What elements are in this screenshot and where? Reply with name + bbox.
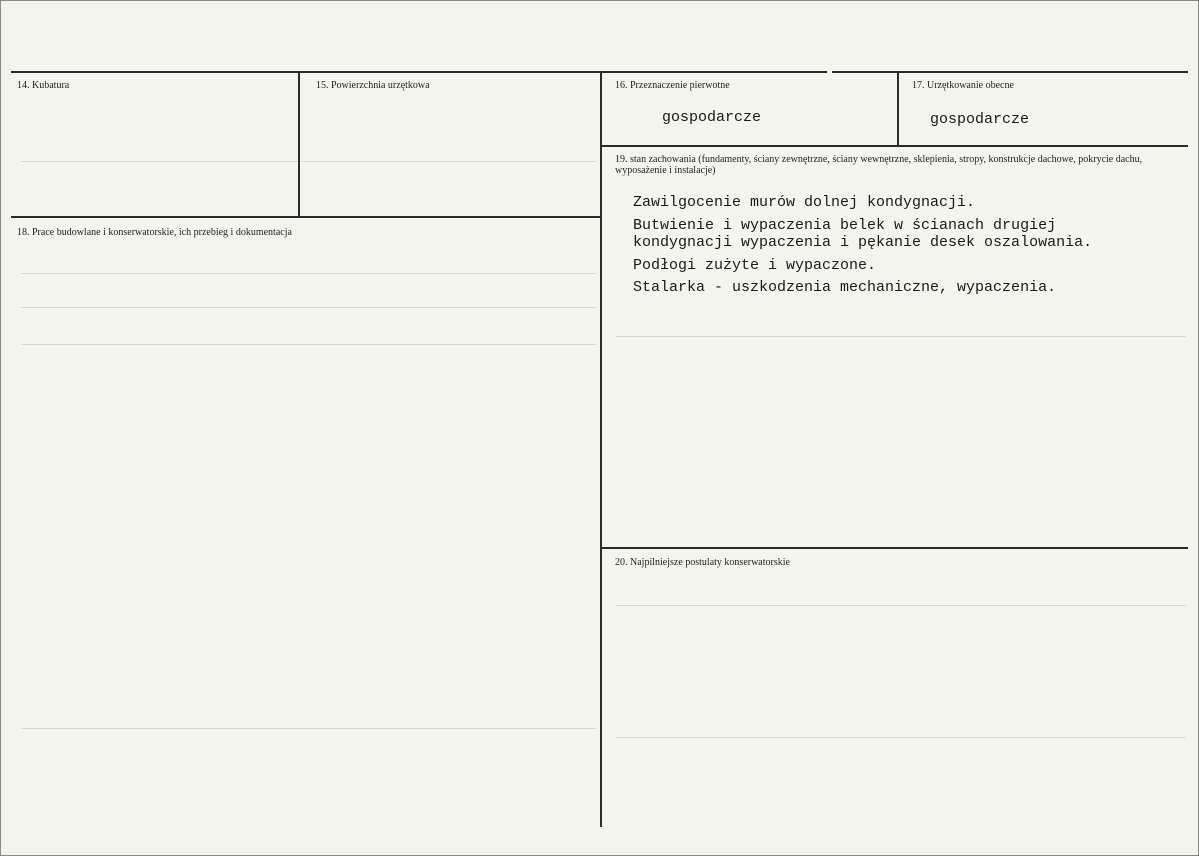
field-16-value: gospodarcze (662, 109, 762, 126)
center-divider (600, 73, 602, 827)
divider-16-17 (897, 73, 899, 146)
field-17-label: 17. Urzętkowanie obecne (912, 80, 1014, 91)
rule-above-20 (601, 547, 1188, 549)
typed-line: Podłogi zużyte i wypaczone. (633, 256, 877, 274)
typed-line: Zawilgocenie murów dolnej kondygnacji. (633, 194, 976, 211)
field-18-label: 18. Prace budowlane i konserwatorskie, ich przebieg i dokumentacja (17, 227, 292, 238)
show-through-line (616, 336, 1186, 337)
show-through-line (616, 605, 1186, 606)
typed-line: kondygnacji wypaczenia i pękanie desek oszalowania. (633, 234, 1093, 251)
field-19-label: 19. stan zachowania (fundamenty, ściany zewnętrzne, ściany wewnętrzne, sklepienia, stropy, konstrukcje dachowe, pokrycie dachu, wyposażenie i instalacje) (615, 154, 1143, 176)
divider-14-15 (298, 73, 300, 217)
show-through-line (21, 344, 596, 345)
top-rule-right (832, 71, 1188, 73)
typed-line: Butwienie i wypaczenia belek w ścianach drugiej (633, 216, 1057, 234)
field-19-typed-text (633, 194, 1092, 297)
field-16-label: 16. Przeznaczenie pierwotne (615, 80, 730, 91)
field-17-value: gospodarcze (930, 111, 1030, 128)
show-through-line (21, 307, 596, 308)
show-through-line (21, 273, 596, 274)
field-14-label: 14. Kubatura (17, 80, 70, 91)
rule-above-19 (601, 145, 1188, 147)
show-through-line (21, 728, 596, 729)
rule-above-18 (11, 216, 601, 218)
show-through-line (616, 737, 1186, 738)
top-rule-left (11, 71, 827, 73)
field-20-label: 20. Najpilniejsze postulaty konserwatorskie (615, 557, 790, 568)
show-through-line (21, 161, 596, 162)
typed-line: Stalarka - uszkodzenia mechaniczne, wypaczenia. (633, 279, 1057, 296)
field-15-label: 15. Powierzchnia urzętkowa (316, 80, 430, 91)
